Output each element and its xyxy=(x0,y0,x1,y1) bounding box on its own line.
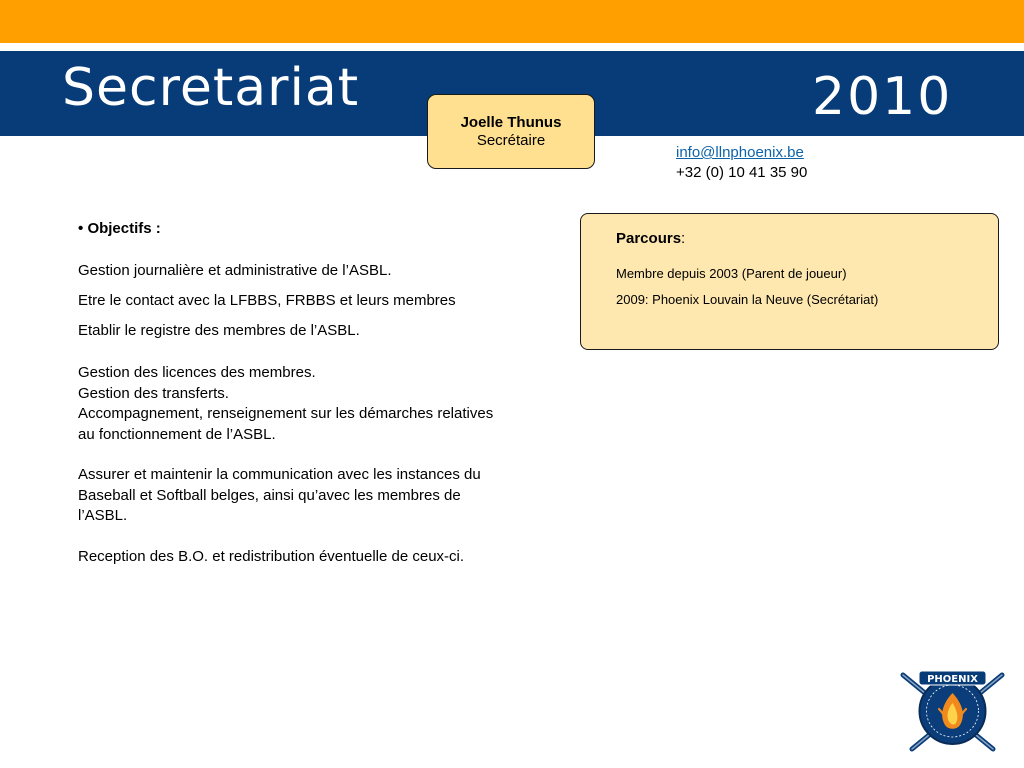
parcours-item: 2009: Phoenix Louvain la Neuve (Secrétariat) xyxy=(616,292,879,307)
objective-paragraph: Reception des B.O. et redistribution éventuelle de ceux-ci. xyxy=(78,547,465,565)
objectives-heading-label: Objectifs : xyxy=(87,220,161,237)
paragraph-line: Gestion des transferts. xyxy=(78,384,229,402)
paragraph-line: au fonctionnement de l’ASBL. xyxy=(78,425,276,443)
phoenix-logo-icon xyxy=(895,665,1010,753)
parcours-item: Membre depuis 2003 (Parent de joueur) xyxy=(616,266,847,281)
person-role: Secrétaire xyxy=(476,132,546,149)
page-year: 2010 xyxy=(812,67,953,127)
objective-line: Gestion journalière et administrative de l’ASBL. xyxy=(78,262,392,279)
parcours-heading xyxy=(616,230,998,248)
contact-block xyxy=(676,143,807,183)
objective-paragraph xyxy=(78,363,568,445)
phone-number: +32 (0) 10 41 35 90 xyxy=(676,164,808,181)
page-title: Secretariat xyxy=(62,58,360,118)
objectives-section xyxy=(78,219,568,587)
objective-line: Etre le contact avec la LFBBS, FRBBS et leurs membres xyxy=(78,292,456,309)
bullet-glyph: • xyxy=(78,220,84,237)
person-card xyxy=(427,94,595,169)
objective-paragraph xyxy=(78,465,568,527)
paragraph-line: Accompagnement, renseignement sur les démarches relatives xyxy=(78,405,494,422)
paragraph-line: Baseball et Softball belges, ainsi qu’avec les membres de xyxy=(78,486,461,504)
header-orange-stripe xyxy=(0,0,1024,43)
logo-text: PHOENIX xyxy=(927,674,978,685)
parcours-colon: : xyxy=(681,230,686,247)
paragraph-line: Assurer et maintenir la communication avec les instances du xyxy=(78,466,481,483)
paragraph-line: Gestion des licences des membres. xyxy=(78,364,316,381)
objective-line: Etablir le registre des membres de l’ASBL. xyxy=(78,322,360,339)
paragraph-line: l’ASBL. xyxy=(78,507,128,524)
parcours-card xyxy=(580,213,999,350)
person-name: Joelle Thunus xyxy=(460,114,562,131)
email-link[interactable]: info@llnphoenix.be xyxy=(676,144,804,161)
objectives-heading xyxy=(78,219,568,239)
header-separator xyxy=(0,43,1024,51)
parcours-title: Parcours xyxy=(616,230,682,247)
